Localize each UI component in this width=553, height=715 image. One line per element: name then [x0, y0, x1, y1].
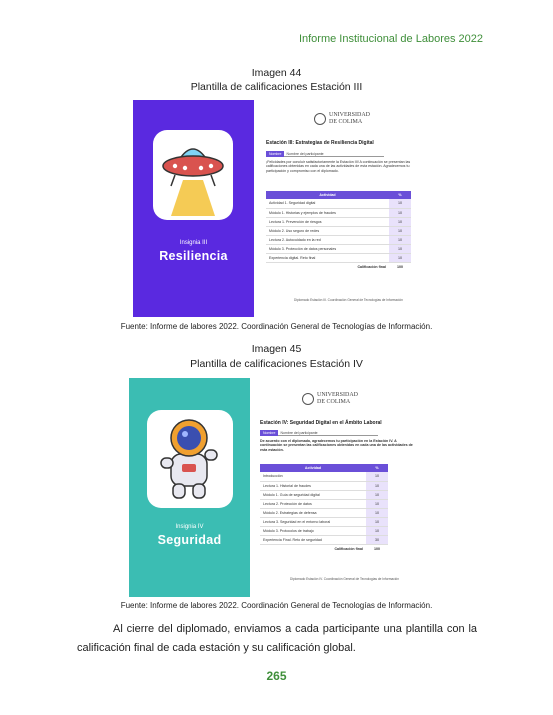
figure-45-source: Fuente: Informe de labores 2022. Coordinación General de Tecnologías de Información. — [120, 601, 433, 610]
name-row — [260, 430, 378, 436]
page-number: 265 — [266, 669, 287, 683]
name-value: Nombre del participante — [284, 151, 384, 157]
table-header-percent: % — [398, 193, 402, 197]
running-header: Informe Institucional de Labores 2022 — [298, 33, 483, 45]
body-paragraph: Al cierre del diplomado, enviamos a cada participante una plantilla con la calificación final de cada estación y su calificación global. — [77, 623, 477, 654]
grades-table — [266, 191, 411, 271]
table-row: Experiencia Final. Reto de seguridad 30 — [260, 535, 388, 544]
ufo-sticker — [153, 130, 233, 220]
university-logo: UNIVERSIDAD DE COLIMA — [314, 112, 370, 126]
seal-icon — [302, 393, 314, 405]
astronaut-sticker — [147, 410, 233, 508]
document-title: Estación IV: Seguridad Digital en el Ámbito Laboral — [260, 420, 382, 426]
document-title: Estación III: Estrategias de Resiliencia Digital — [266, 140, 374, 146]
table-row: Módulo 1. Guía de seguridad digital 10 — [260, 490, 388, 499]
figure-44-image — [133, 100, 423, 317]
seal-icon — [314, 113, 326, 125]
table-row: Lectura 3. Seguridad en el entorno laboral 10 — [260, 517, 388, 526]
table-row: Experiencia digital. Reto final 10 — [266, 253, 411, 262]
university-logo: UNIVERSIDAD DE COLIMA — [302, 392, 358, 406]
grades-table — [260, 464, 388, 553]
ufo-icon — [153, 130, 233, 220]
station-poster — [133, 100, 254, 317]
station-poster — [129, 378, 250, 597]
table-row: Lectura 2. Protección de datos 10 — [260, 499, 388, 508]
name-row — [266, 151, 384, 157]
table-header-percent: % — [375, 466, 379, 470]
figure-44-source: Fuente: Informe de labores 2022. Coordinación General de Tecnologías de Información. — [120, 322, 433, 331]
name-value: Nombre del participante — [278, 430, 378, 436]
station-label: Insignia IV — [175, 524, 204, 530]
table-row: Lectura 1. Historial de fraudes 10 — [260, 481, 388, 490]
document-intro: De acuerdo con el diplomado, agradecemos tu participación en la Estación IV. A continuación se presentan las calificaciones obtenidas en cada una de las actividades de esta estación. — [260, 439, 413, 452]
grades-document — [254, 100, 423, 317]
table-row: Actividad 1. Seguridad digital 10 — [266, 199, 411, 208]
table-header-activity: Actividad — [304, 466, 322, 470]
table-header-activity: Actividad — [319, 193, 336, 197]
figure-45-image — [129, 378, 425, 597]
table-row: Módulo 2. Uso seguro de redes 10 — [266, 226, 411, 235]
station-label: Insignia III — [179, 240, 208, 246]
name-label: Nombre — [260, 430, 278, 436]
figure-45-title: Plantilla de calificaciones Estación IV — [190, 358, 363, 370]
figure-44-number: Imagen 44 — [251, 67, 302, 79]
name-label: Nombre — [266, 151, 284, 157]
figure-45-number: Imagen 45 — [251, 343, 302, 355]
table-row: Introducción 10 — [260, 472, 388, 481]
document-intro: ¡Felicidades por concluir satisfactoriamente la Estación III! A continuación se presentan las calificaciones obtenidas en cada una de las actividades de esta estación. Agradecemos tu participación y compromiso con el diplomado. — [266, 160, 411, 173]
station-name: Seguridad — [157, 533, 222, 547]
station-name: Resiliencia — [159, 249, 228, 263]
table-row: Módulo 3. Protección de datos personales 10 — [266, 244, 411, 253]
grades-document — [250, 378, 425, 597]
table-total-row: Calificación final 100 — [357, 264, 403, 269]
table-row: Lectura 2. Autocuidado en la red 10 — [266, 235, 411, 244]
astronaut-icon — [147, 410, 233, 508]
table-row: Módulo 1. Historias y ejemplos de fraudes 10 — [266, 208, 411, 217]
document-footer: Diplomado Estación III. Coordinación General de Tecnologías de Información — [294, 298, 403, 302]
table-row: Lectura 1. Prevención de riesgos 10 — [266, 217, 411, 226]
table-total-row: Calificación final 100 — [334, 546, 380, 551]
table-row: Módulo 2. Estrategias de defensa 10 — [260, 508, 388, 517]
table-row: Módulo 3. Protocolos de trabajo 10 — [260, 526, 388, 535]
figure-44-title: Plantilla de calificaciones Estación III — [190, 81, 363, 93]
document-footer: Diplomado Estación IV. Coordinación General de Tecnologías de Información — [290, 577, 399, 581]
